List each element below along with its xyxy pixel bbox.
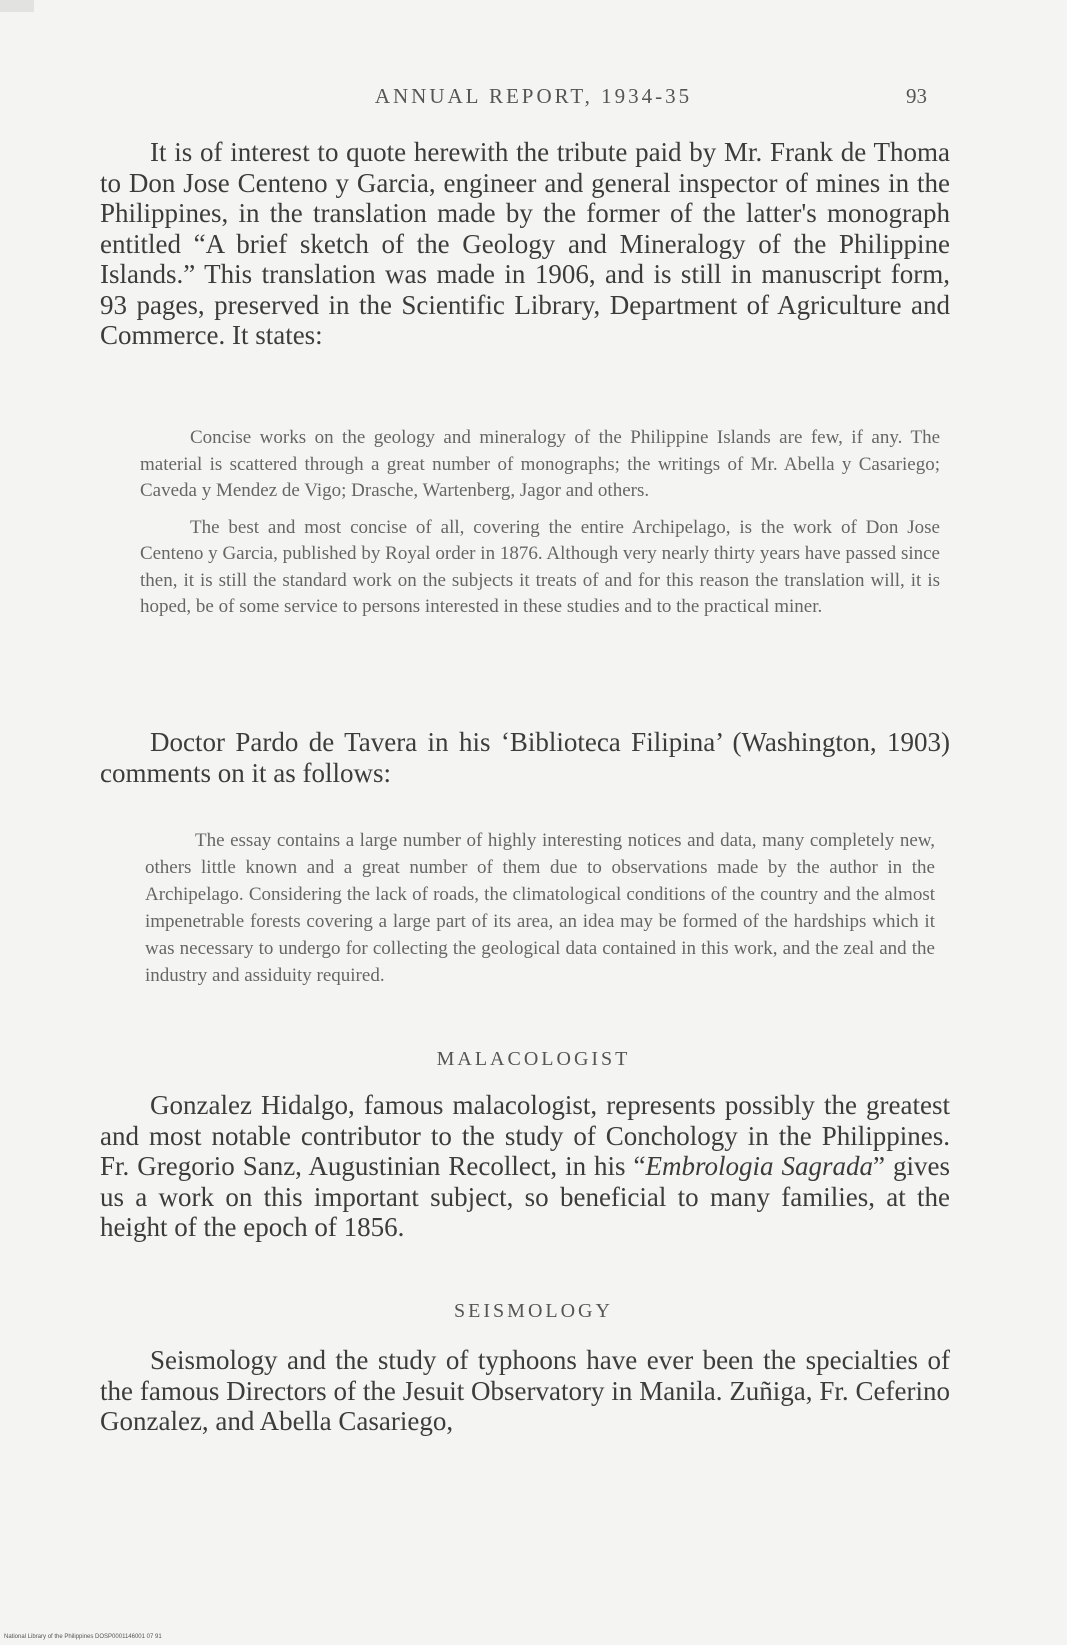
section-heading-seismology: SEISMOLOGY: [454, 1300, 613, 1322]
seismology-paragraph: Seismology and the study of typhoons have ever been the specialties of the famous Directors of the Jesuit Observatory in Manila. Zuñiga, Fr. Ceferino Gonzalez, and Abella Casariego,: [100, 1345, 950, 1436]
centeno-quote: [140, 425, 940, 621]
quote-paragraph: Concise works on the geology and mineralogy of the Philippine Islands are few, if any. The material is scattered through a great number of monographs; the writings of Mr. Abella y Casariego; Caveda y Mendez de Vigo; Drasche, Wartenberg, Jagor and others.: [140, 427, 940, 501]
quote-paragraph: The best and most concise of all, covering the entire Archipelago, is the work of Don Jose Centeno y Garcia, published by Royal order in 1876. Although very nearly thirty years have passed since then, it is still the standard work on the subjects it treats of and for this reason the translation will, it is hoped, be of some service to persons interested in these studies and to the practical miner.: [140, 516, 940, 617]
pardo-paragraph: Doctor Pardo de Tavera in his ‘Biblioteca Filipina’ (Washington, 1903) comments on it as follows:: [100, 727, 950, 788]
scan-footer-note: National Library of the Philippines DOSP0001146001 07 91: [4, 1634, 162, 1640]
quote-paragraph: The essay contains a large number of highly interesting notices and data, many completely new, others little known and a great number of them due to observations made by the author in the Archipelago. Considering the lack of roads, the climatological conditions of the country and the almost impenetrable forests covering a large part of its area, an idea may be formed of the hardships which it was necessary to undergo for collecting the geological data contained in this work, and the zeal and the industry and assiduity required.: [145, 830, 935, 986]
page-number: 93: [906, 84, 927, 108]
running-header: ANNUAL REPORT, 1934-35: [374, 84, 693, 108]
scan-corner-mark: [0, 0, 34, 12]
intro-paragraph: It is of interest to quote herewith the tribute paid by Mr. Frank de Thoma to Don Jose Centeno y Garcia, engineer and general inspector of mines in the Philippines, in the translation made by the former of the latter's monograph entitled “A brief sketch of the Geology and Mineralogy of the Philippine Islands.” This translation was made in 1906, and is still in manuscript form, 93 pages, preserved in the Scientific Library, Department of Agriculture and Commerce. It states:: [100, 137, 950, 350]
malacologist-paragraph: Gonzalez Hidalgo, famous malacologist, represents possibly the greatest and most notable contributor to the study of Conchology in the Philippines. Fr. Gregorio Sanz, Augustinian Recollect, in his “Embrologia Sagrada” gives us a work on this important subject, so beneficial to many families, at the height of the epoch of 1856.: [100, 1090, 951, 1242]
pardo-quote: [145, 827, 935, 989]
book-title: Embrologia Sagrada: [645, 1151, 874, 1181]
section-heading-malacologist: MALACOLOGIST: [436, 1048, 631, 1070]
